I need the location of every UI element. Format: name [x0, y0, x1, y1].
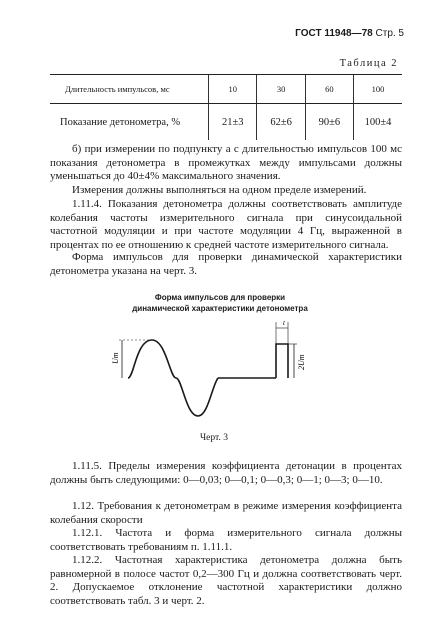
- paragraph-1-11-4: 1.11.4. Показания детонометра должны соответствовать амплитуде колебания частоты измерительного сигнала при синусоидальной частотной модуляции и при частоте модуляции 4 Гц, выраженной в процентах по ее отношению к средней частоте измерительного сигнала.: [50, 198, 402, 251]
- figure-title: [90, 292, 350, 314]
- table-caption: Таблица 2: [339, 58, 398, 69]
- paragraph-1-11-5: 1.11.5. Пределы измерения коэффициента детонации в процентах должны быть следующими: 0—0,03; 0—0,1; 0—0,3; 0—1; 0—3; 0—10.: [50, 460, 402, 486]
- table-cell: 10: [209, 75, 257, 104]
- table-cell: 100: [353, 75, 402, 104]
- table-cell: 30: [257, 75, 305, 104]
- paragraph-1-12: 1.12. Требования к детонометрам в режиме измерения коэффициента колебания скорости: [50, 500, 402, 526]
- table-2: [50, 74, 402, 140]
- figure-title-line: динамической характеристики детонометра: [132, 304, 308, 313]
- table-cell: 100±4: [353, 104, 402, 141]
- table-row: [50, 75, 402, 104]
- table-row: [50, 104, 402, 141]
- figure-caption: Черт. 3: [200, 433, 228, 443]
- sine-burst: [128, 340, 218, 416]
- table-cell: 60: [305, 75, 353, 104]
- table-cell: 62±6: [257, 104, 305, 141]
- figure-title-line: Форма импульсов для проверки: [154, 293, 286, 302]
- table-cell: 90±6: [305, 104, 353, 141]
- paragraph-1-12-2: 1.12.2. Частотная характеристика детонометра должна быть равномерной в полосе частот 0,2—300 Гц и должна соответствовать черт. 2. Допускаемое отклонение частотной характеристики должно соответствовать табл. 3 и черт. 2.: [50, 554, 402, 607]
- page-header: [295, 28, 404, 39]
- um-label: Um: [111, 352, 120, 364]
- paragraph-form: Форма импульсов для проверки динамической характеристики детонометра указана на черт. 3.: [50, 251, 402, 277]
- table-row-label: Длительность импульсов, мс: [50, 75, 209, 104]
- page-number: Стр. 5: [375, 28, 404, 39]
- paragraph-measurements: Измерения должны выполняться на одном пределе измерений.: [72, 184, 367, 196]
- table-row-label: Показание детонометра, %: [60, 116, 181, 128]
- rect-pulse: [276, 344, 288, 378]
- pulse-diagram: [108, 316, 318, 432]
- t-label: t: [283, 319, 285, 327]
- 2um-label: 2Um: [297, 354, 306, 370]
- paragraph-1-12-1: 1.12.1. Частота и форма измерительного сигнала должны соответствовать требованиям п. 1.11.1.: [50, 527, 402, 553]
- paragraph-b: б) при измерении по подпункту а с длительностью импульсов 100 мс показания детонометра в промежутках между импульсами должны уменьшаться до 40±4% максимального значения.: [50, 143, 402, 183]
- table-cell: 21±3: [209, 104, 257, 141]
- standard-number: ГОСТ 11948—78: [295, 28, 373, 39]
